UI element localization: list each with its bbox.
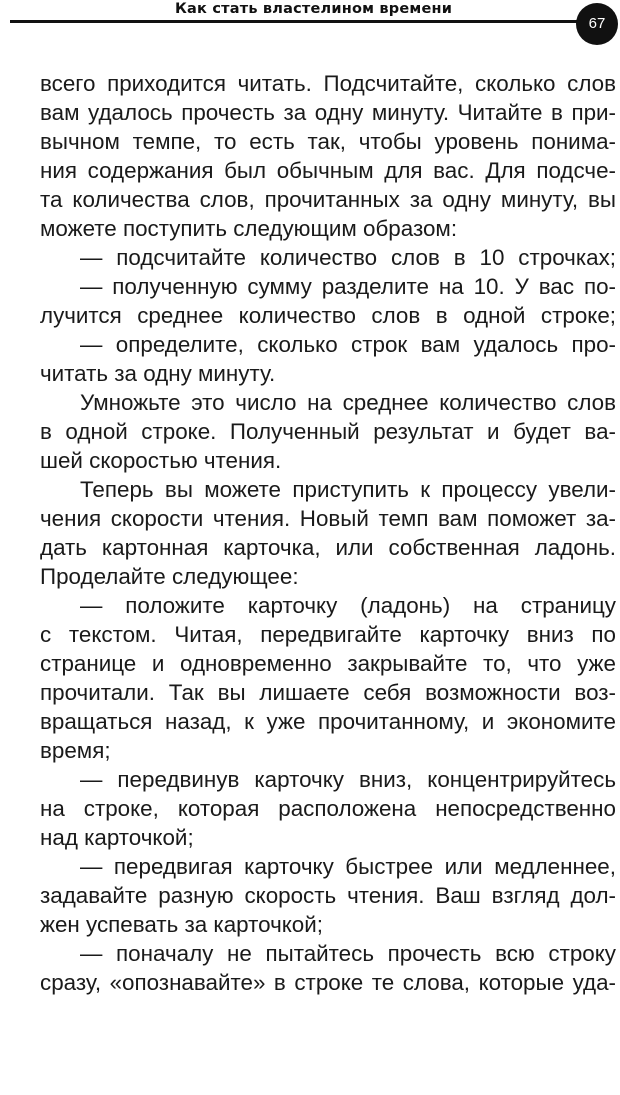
text-line: вычном темпе, то есть так, чтобы уровень понима- xyxy=(40,129,616,154)
running-title: Как стать властелином времени xyxy=(175,1,453,17)
text-line: чения скорости чтения. Новый темп вам поможет за- xyxy=(40,506,616,531)
text-line: та количества слов, прочитанных за одну минуту, вы xyxy=(40,187,616,212)
page-header xyxy=(0,0,620,50)
text-line: вращаться назад, к уже прочитанному, и экономите xyxy=(40,709,616,734)
text-line: задавайте разную скорость чтения. Ваш взгляд дол- xyxy=(40,883,616,908)
text-line: — определите, сколько строк вам удалось про- xyxy=(80,332,616,357)
text-line: жен успевать за карточкой; xyxy=(40,912,323,937)
page-number: 67 xyxy=(576,3,618,45)
text-line: — передвигая карточку быстрее или медленнее, xyxy=(80,854,616,879)
text-line: ния содержания был обычным для вас. Для подсче- xyxy=(40,158,616,183)
text-line: читать за одну минуту. xyxy=(40,361,276,386)
text-line: на строке, которая расположена непосредственно xyxy=(40,796,616,821)
text-line: Умножьте это число на среднее количество слов xyxy=(80,390,616,415)
text-line: — поначалу не пытайтесь прочесть всю строку xyxy=(80,941,616,966)
header-rule xyxy=(10,20,582,23)
text-line: всего приходится читать. Подсчитайте, сколько слов xyxy=(40,71,616,96)
text-line: — передвинув карточку вниз, концентрируйтесь xyxy=(80,767,616,792)
text-line: с текстом. Читая, передвигайте карточку вниз по xyxy=(40,622,616,647)
text-line: прочитали. Так вы лишаете себя возможности воз- xyxy=(40,680,616,705)
text-line: — полученную сумму разделите на 10. У вас по- xyxy=(80,274,616,299)
text-line: странице и одновременно закрывайте то, что уже xyxy=(40,651,616,676)
text-line: дать картонная карточка, или собственная ладонь. xyxy=(40,535,616,560)
body-text xyxy=(40,69,616,997)
text-line: вам удалось прочесть за одну минуту. Читайте в при- xyxy=(40,100,616,125)
text-line: лучится среднее количество слов в одной строке; xyxy=(40,303,616,328)
text-line: шей скоростью чтения. xyxy=(40,448,282,473)
text-line: — подсчитайте количество слов в 10 строчках; xyxy=(80,245,616,270)
text-line: можете поступить следующим образом: xyxy=(40,216,458,241)
text-line: сразу, «опознавайте» в строке те слова, которые уда- xyxy=(40,970,616,995)
text-line: — положите карточку (ладонь) на страницу xyxy=(80,593,616,618)
text-line: время; xyxy=(40,738,111,763)
text-line: в одной строке. Полученный результат и будет ва- xyxy=(40,419,616,444)
text-line: Проделайте следующее: xyxy=(40,564,299,589)
text-line: Теперь вы можете приступить к процессу увели- xyxy=(80,477,616,502)
text-line: над карточкой; xyxy=(40,825,194,850)
